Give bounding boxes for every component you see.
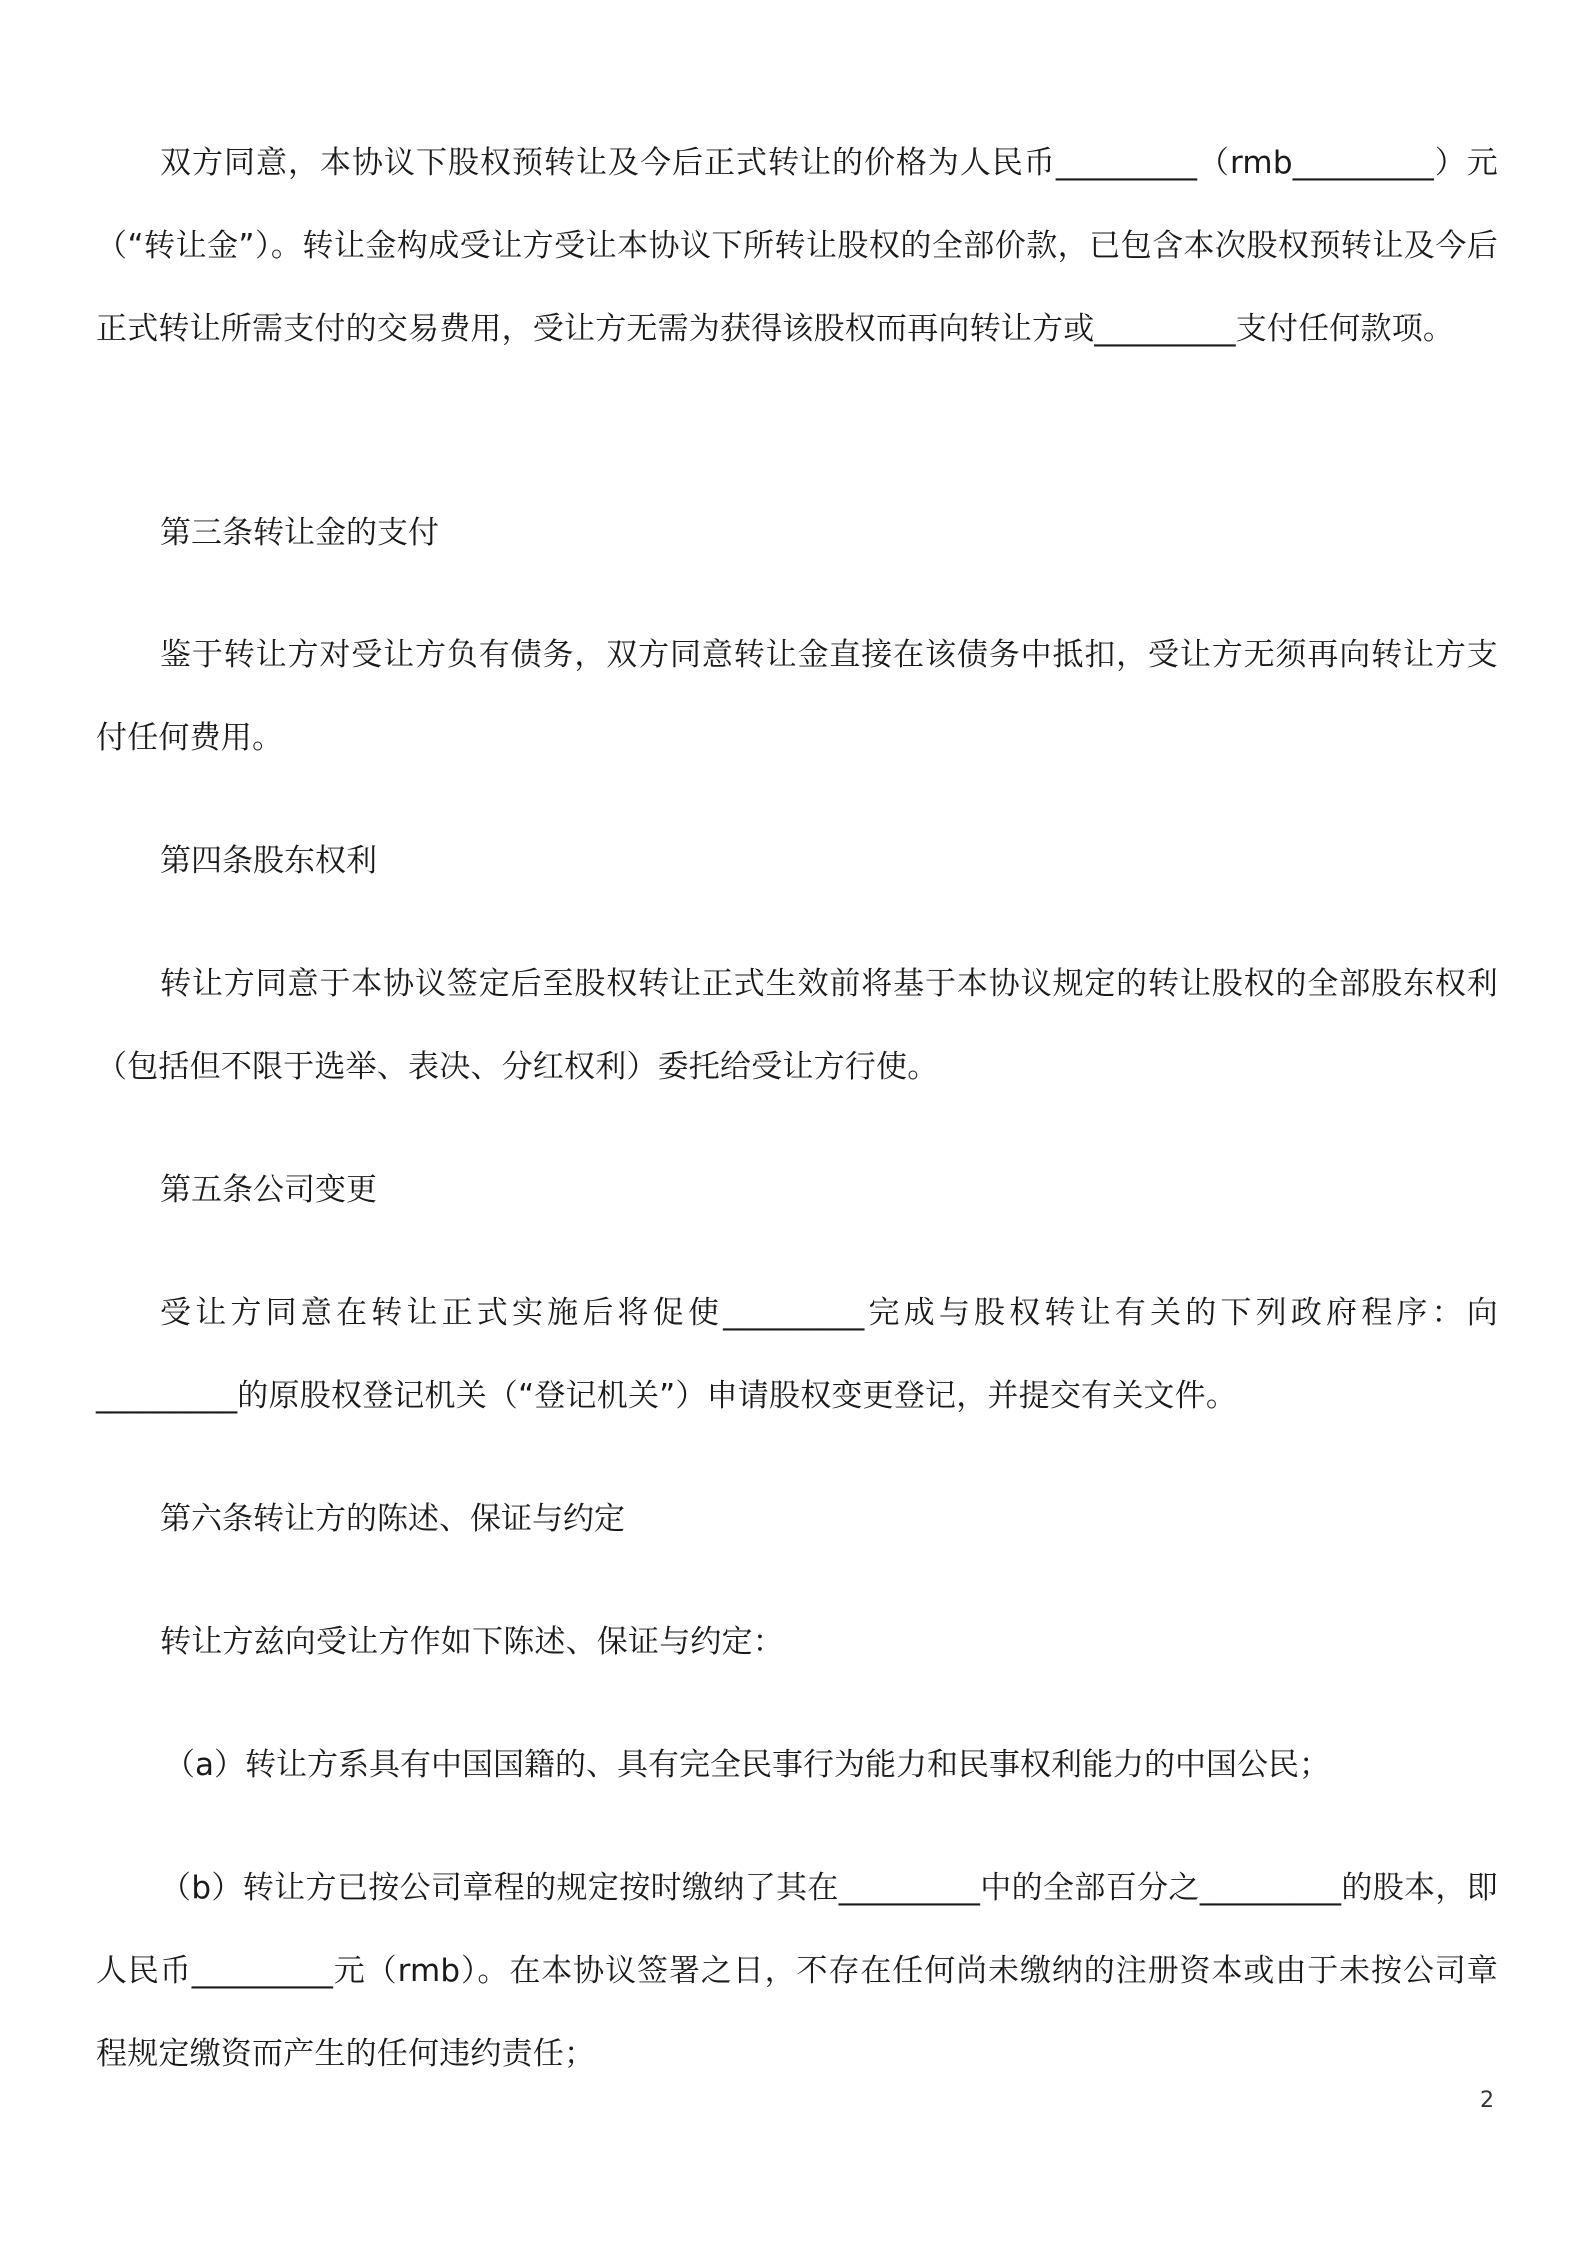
paragraph-representations-intro: 转让方兹向受让方作如下陈述、保证与约定：	[160, 1624, 784, 1660]
heading-article-6: 第六条转让方的陈述、保证与约定	[160, 1501, 625, 1537]
list-item-b: （b）转让方已按公司章程的规定按时缴纳了其在_________中的全部百分之_________的股本，即人民币_________元（rmb）。在本协议签署之日，不存在任何尚未缴纳的注册资本或由于未按公司章程规定缴资而产生的任何违约责任；	[96, 1870, 1498, 2072]
heading-article-5: 第五条公司变更	[160, 1172, 377, 1208]
list-item-a: （a）转让方系具有中国国籍的、具有完全民事行为能力和民事权利能力的中国公民；	[164, 1747, 1330, 1783]
paragraph-company-change: 受让方同意在转让正式实施后将促使_________完成与股权转让有关的下列政府程序：向_________的原股权登记机关（“登记机关”）申请股权变更登记，并提交有关文件。	[96, 1295, 1498, 1414]
paragraph-shareholder-rights: 转让方同意于本协议签定后至股权转让正式生效前将基于本协议规定的转让股权的全部股东权利（包括但不限于选举、表决、分红权利）委托给受让方行使。	[96, 966, 1498, 1085]
page-number: 2	[1480, 2088, 1494, 2113]
heading-article-4: 第四条股东权利	[160, 843, 377, 879]
paragraph-price: 双方同意，本协议下股权预转让及今后正式转让的价格为人民币_________（rmb_________）元（“转让金”）。转让金构成受让方受让本协议下所转让股权的全部价款，已包含本次股权预转让及今后正式转让所需支付的交易费用，受让方无需为获得该股权而再向转让方或_________支付任何款项。	[96, 145, 1498, 347]
paragraph-payment: 鉴于转让方对受让方负有债务，双方同意转让金直接在该债务中抵扣，受让方无须再向转让方支付任何费用。	[96, 637, 1498, 756]
heading-article-3: 第三条转让金的支付	[160, 515, 439, 551]
